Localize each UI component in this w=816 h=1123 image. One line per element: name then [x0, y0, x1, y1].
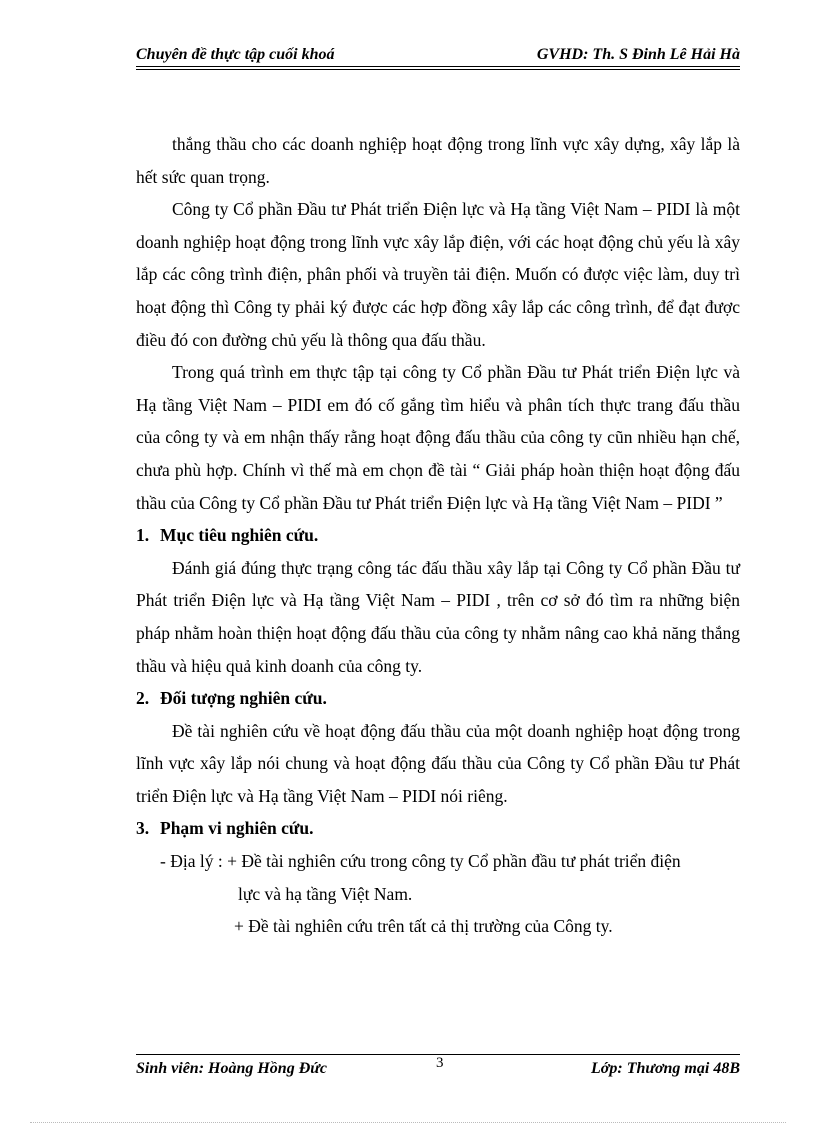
header-course-title: Chuyên đề thực tập cuối khoá — [136, 46, 335, 63]
paragraph-topic-choice: Trong quá trình em thực tập tại công ty Cổ phần Đầu tư Phát triển Điện lực và Hạ tầng Việt Nam – PIDI em đó cố gắng tìm hiểu và phân tích thực trang đấu thầu của công ty và em nhận thấy rằng hoạt động đấu thầu của công ty cũn nhiều hạn chế, chưa phù hợp. Chính vì thế mà em chọn đề tài “ Giải pháp hoàn thiện hoạt động đấu thầu của Công ty Cổ phần Đầu tư Phát triển Điện lực và Hạ tầng Việt Nam – PIDI ” — [136, 362, 740, 513]
section-title: Đối tượng nghiên cứu. — [160, 688, 327, 709]
footer-student: Sinh viên: Hoàng Hồng Đức — [136, 1060, 327, 1077]
paragraph-continuation: thắng thầu cho các doanh nghiệp hoạt động trong lĩnh vực xây dựng, xây lắp là hết sức quan trọng. — [136, 134, 740, 187]
section-title: Phạm vi nghiên cứu. — [160, 818, 314, 839]
page-body — [136, 128, 740, 943]
footer-class: Lớp: Thương mại 48B — [591, 1060, 740, 1077]
section-heading-objectives — [136, 519, 740, 552]
section-number: 2. — [136, 688, 150, 709]
paragraph-company-intro: Công ty Cổ phần Đầu tư Phát triển Điện lực và Hạ tầng Việt Nam – PIDI là một doanh nghiệp hoạt động trong lĩnh vực xây lắp điện, với các hoạt động chủ yếu là xây lắp các công trình điện, phân phối và truyền tải điện. Muốn có được việc làm, duy trì hoạt động thì Công ty phải ký được các hợp đồng xây lắp các công trình, để đạt được điều đó con đường chủ yếu là thông qua đấu thầu. — [136, 199, 740, 350]
scope-markets-line: + Đề tài nghiên cứu trên tất cả thị trường của Công ty. — [234, 916, 613, 937]
section-number: 3. — [136, 818, 150, 839]
page-number: 3 — [436, 1055, 444, 1071]
scope-geography-continuation: lực và hạ tầng Việt Nam. — [238, 883, 413, 904]
page-footer — [136, 1054, 740, 1083]
paragraph-subject: Đề tài nghiên cứu về hoạt động đấu thầu của một doanh nghiệp hoạt động trong lĩnh vực xây lắp nói chung và hoạt động đấu thầu của Công ty Cổ phần Đầu tư Phát triển Điện lực và Hạ tầng Việt Nam – PIDI nói riêng. — [136, 720, 740, 806]
page-header — [136, 44, 740, 70]
section-heading-scope — [136, 812, 740, 845]
scope-geography-line: - Địa lý : + Đề tài nghiên cứu trong công ty Cổ phần đầu tư phát triển điện — [160, 851, 681, 872]
section-title: Mục tiêu nghiên cứu. — [160, 525, 319, 546]
section-heading-subject — [136, 682, 740, 715]
header-supervisor: GVHD: Th. S Đinh Lê Hải Hà — [536, 46, 740, 63]
section-number: 1. — [136, 525, 150, 546]
paragraph-objectives: Đánh giá đúng thực trạng công tác đấu thầu xây lắp tại Công ty Cổ phần Đầu tư Phát triển Điện lực và Hạ tầng Việt Nam – PIDI , trên cơ sở đó tìm ra những biện pháp nhằm hoàn thiện hoạt động đấu thầu của công ty nhằm nâng cao khả năng thắng thầu và hiệu quả kinh doanh của công ty. — [136, 557, 740, 676]
